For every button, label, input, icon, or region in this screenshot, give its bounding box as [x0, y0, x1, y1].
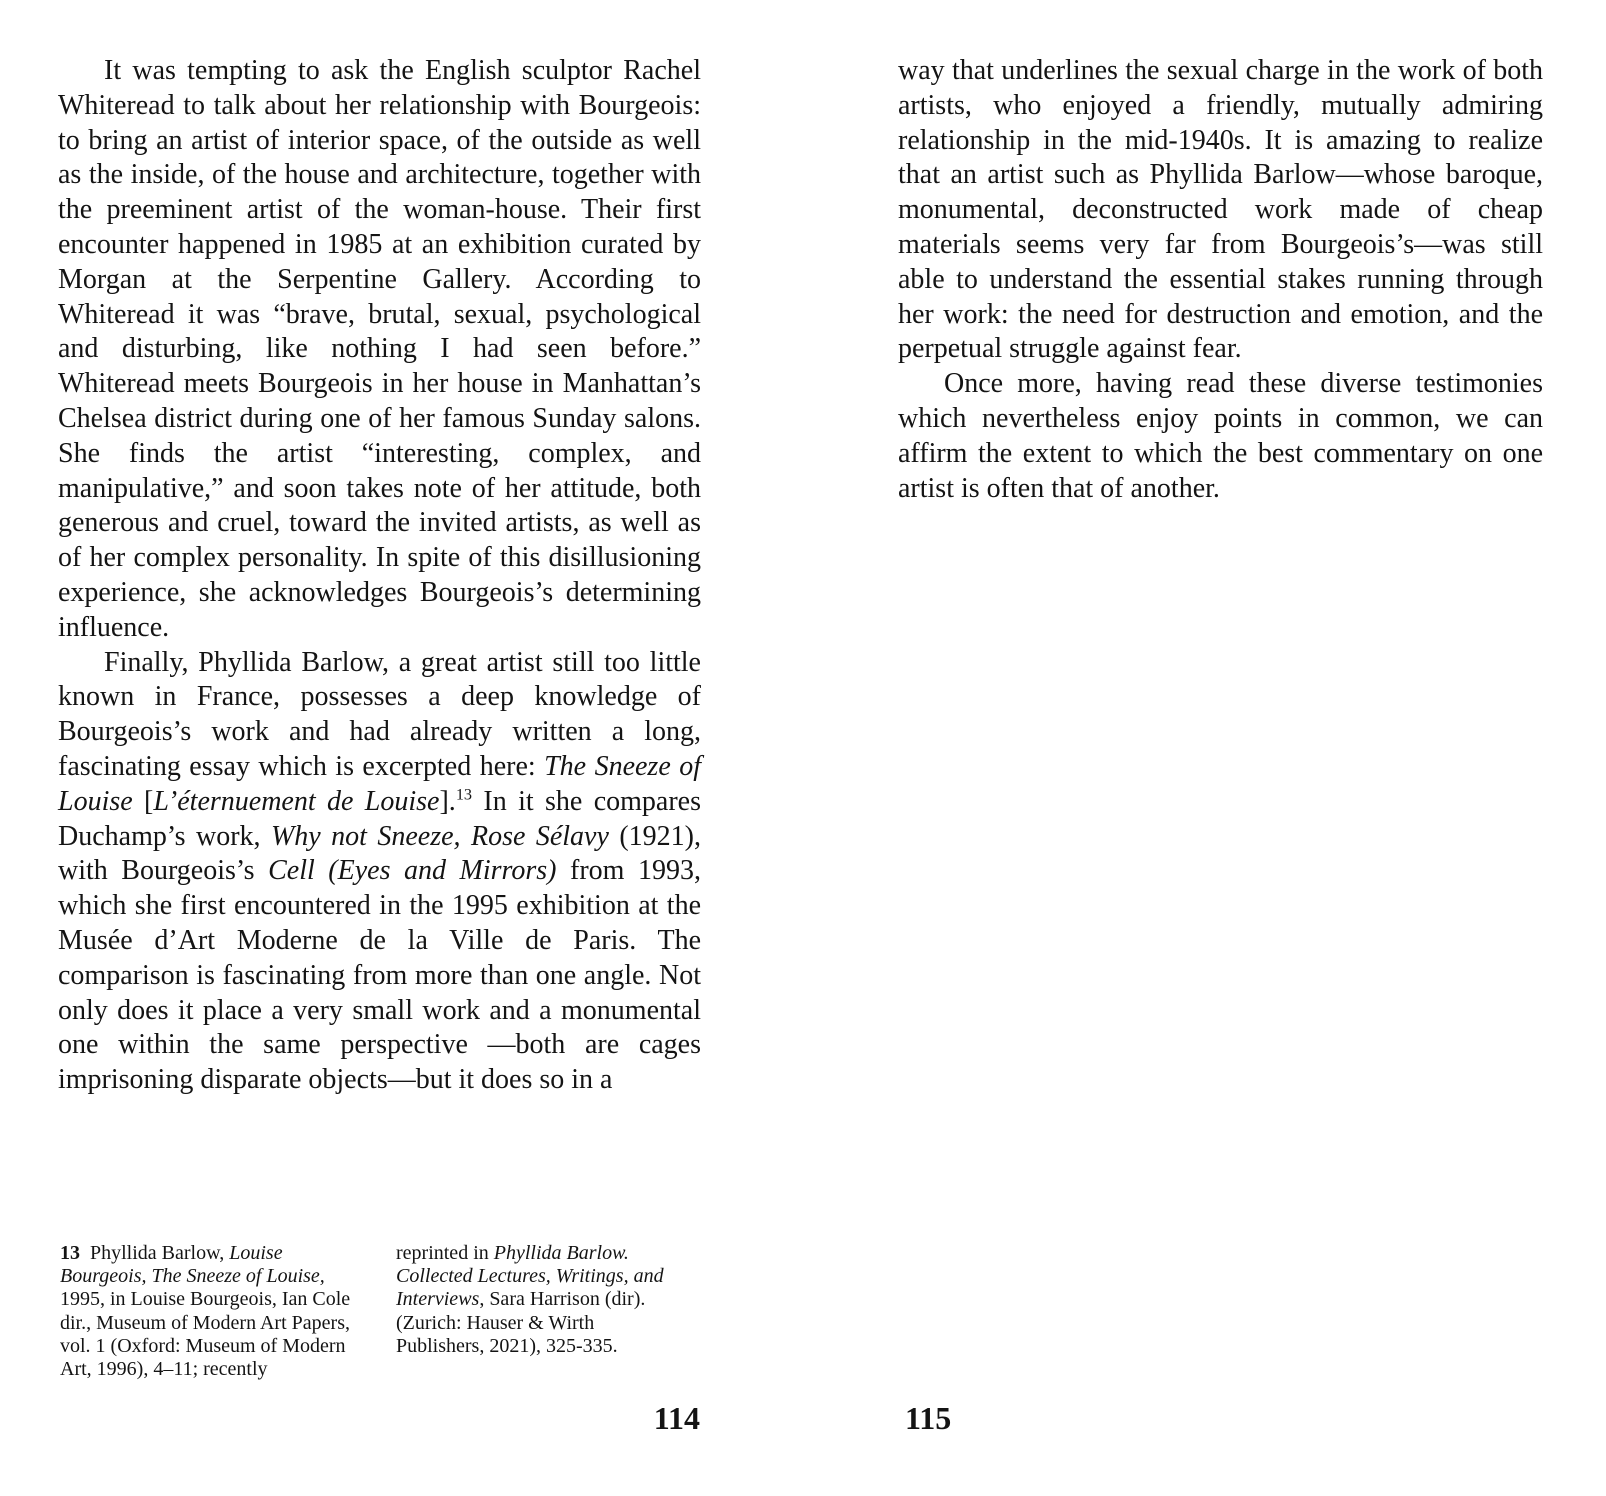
page-number-right: 115 — [905, 1400, 952, 1436]
right-paragraph-2: Once more, having read these diverse testimonies which nevertheless enjoy points in common, we can affirm the extent to which the best commentary on one artist is often that of another. — [898, 368, 1543, 504]
left-paragraph-2: Finally, Phyllida Barlow, a great artist still too little known in France, possesses a deep knowledge of Bourgeois’s work and had already written a long, fascinating essay which is excerpted here: The Sneeze of Louise [L’éternuement de Louise].$^{13}$ In it she compares Duchamp’s work, Why not Sneeze, Rose Sélavy (1921), with Bourgeois’s Cell (Eyes and Mirrors) from 1993, which she first encountered in the 1995 exhibition at the Musée d’Art Moderne de la Ville de Paris. The comparison is fascinating from more than one angle. Not only does it place a very small work and a monumental one within the same perspective —both are cages imprisoning disparate objects—but it does so in a — [58, 646, 702, 1096]
footnote-column-2: reprinted in Phyllida Barlow. Collected Lectures, Writings, and Interviews, Sara Harrison (dir). (Zurich: Hauser & Wirth Publishers, 2021), 325-335. — [396, 1242, 664, 1357]
footnote-block — [60, 1242, 666, 1381]
left-paragraph-1: It was tempting to ask the English sculptor Rachel Whiteread to talk about her relationship with Bourgeois: to bring an artist of interior space, of the outside as well as the inside, of the house and architecture, together with the preeminent artist of the woman-house. Their first encounter happened in 1985 at an exhibition curated by Morgan at the Serpentine Gallery. According to Whiteread it was “brave, brutal, sexual, psychological and disturbing, like nothing I had seen before.” Whiteread meets Bourgeois in her house in Manhattan’s Chelsea district during one of her famous Sunday salons. She finds the artist “interesting, complex, and manipulative,” and soon takes note of her attitude, both generous and cruel, toward the invited artists, as well as of her complex personality. In spite of this disillusioning experience, she acknowledges Bourgeois’s determining influence. — [58, 55, 701, 643]
right-page-text-column — [898, 54, 1543, 506]
left-page-text-column — [58, 54, 701, 1098]
page-number-left: 114 — [653, 1400, 700, 1436]
right-paragraph-1: way that underlines the sexual charge in the work of both artists, who enjoyed a friendly, mutually admiring relationship in the mid-1940s. It is amazing to realize that an artist such as Phyllida Barlow—whose baroque, monumental, deconstructed work made of cheap materials seems very far from Bourgeois’s—was still able to understand the essential stakes running through her work: the need for destruction and emotion, and the perpetual struggle against fear. — [898, 55, 1543, 365]
footnote-column-1: 13 Phyllida Barlow, Louise Bourgeois, The Sneeze of Louise, 1995, in Louise Bourgeois, Ian Cole dir., Museum of Modern Art Papers, vol. 1 (Oxford: Museum of Modern Art, 1996), 4–11; recently — [60, 1242, 351, 1381]
